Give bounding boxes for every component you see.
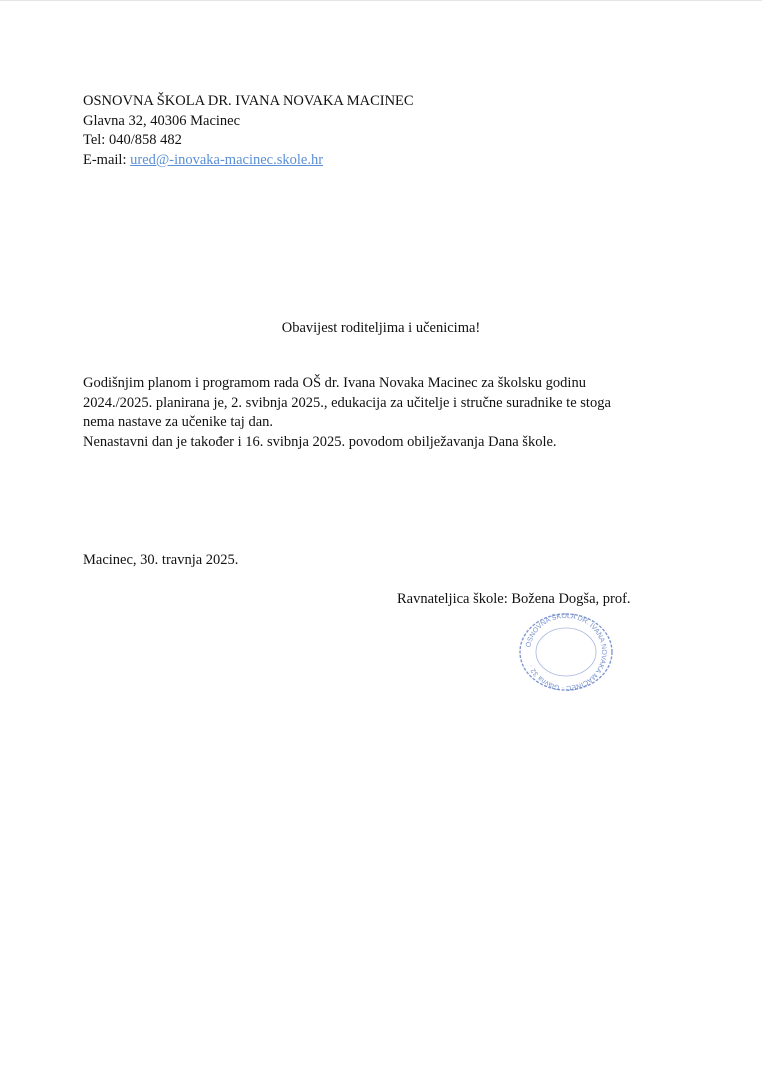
principal-signature-line: Ravnateljica škole: Božena Dogša, prof. — [397, 591, 631, 607]
notice-line: 2024./2025. planirana je, 2. svibnja 2025., edukacija za učitelje i stručne suradnike te stoga — [83, 394, 611, 411]
notice-body — [83, 374, 683, 452]
email-link[interactable]: ured@-inovaka-macinec.skole.hr — [130, 151, 324, 168]
notice-line: Godišnjim planom i programom rada OŠ dr. Ivana Novaka Macinec za školsku godinu — [83, 375, 586, 391]
notice-line: nema nastave za učenike taj dan. — [83, 414, 274, 430]
notice-title: Obavijest roditeljima i učenicima! — [281, 320, 481, 336]
school-name: OSNOVNA ŠKOLA DR. IVANA NOVAKA MACINEC — [83, 93, 414, 109]
school-email-line — [83, 151, 414, 171]
school-phone: Tel: 040/858 482 — [83, 132, 182, 148]
place-and-date: Macinec, 30. travnja 2025. — [83, 552, 239, 568]
email-label: E-mail: — [83, 151, 131, 168]
svg-text:OSNOVNA ŠKOLA DR. IVANA NOVAKA: OSNOVNA ŠKOLA DR. IVANA NOVAKA MACINEC · Glavna 32 · — [525, 612, 608, 692]
notice-line: Nenastavni dan je također i 16. svibnja 2025. povodom obilježavanja Dana škole. — [83, 433, 557, 450]
school-stamp — [516, 608, 616, 692]
school-address: Glavna 32, 40306 Macinec — [83, 112, 241, 129]
school-letterhead — [83, 92, 414, 170]
